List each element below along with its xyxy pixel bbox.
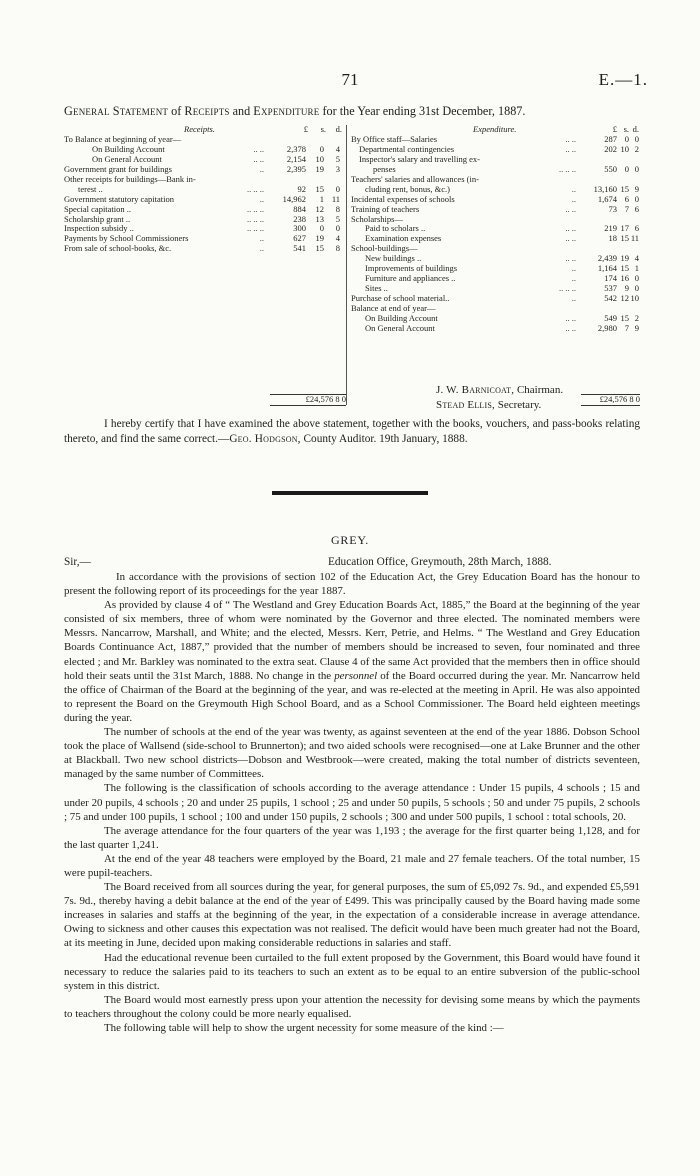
receipts-row-pence: 11 bbox=[331, 193, 340, 204]
expenditure-row-leader-dots: .. bbox=[571, 263, 576, 274]
expenditure-row-leader-dots: .. .. .. bbox=[559, 283, 576, 294]
signature-secretary: Stead Ellis, Secretary. bbox=[436, 399, 542, 411]
expenditure-row-pounds: 550 bbox=[604, 163, 617, 174]
receipts-row-pounds: 2,154 bbox=[286, 153, 306, 164]
expenditure-row-pounds: 537 bbox=[604, 283, 617, 294]
expenditure-row-pence: 4 bbox=[634, 253, 639, 264]
receipts-row-shillings: 0 bbox=[319, 143, 324, 154]
expenditure-row-shillings: 16 bbox=[620, 273, 629, 284]
paragraph: The Board received from all sources during the year, for general purposes, the sum of £5,092 7s. 9d., and expended £5,591 7s. 9d., thereby having a debit balance at the end of the year of £499. This was principally caused by the Board having made some increases in salaries and staffs at the beginning of the year, in the expectation of a considerable increase in average attendance. Owing to sickness and other causes this expectation was not realised. The deficit would have been much greater had not the Board, at its meeting in June, decided upon making considerable reductions in salaries and staff. bbox=[64, 881, 640, 950]
expenditure-row-shillings: 15 bbox=[620, 312, 629, 323]
receipts-row-pounds: 238 bbox=[293, 213, 306, 224]
receipts-row-leader-dots: .. .. .. bbox=[247, 213, 264, 224]
expenditure-row-pounds: 174 bbox=[604, 273, 617, 284]
expenditure-heading-row: Expenditure. £ s. d. bbox=[473, 124, 639, 134]
receipts-row-shillings: 12 bbox=[315, 203, 324, 214]
receipts-row-pounds: 92 bbox=[297, 183, 306, 194]
receipts-row-shillings: 19 bbox=[315, 163, 324, 174]
expenditure-row-leader-dots: .. .. bbox=[565, 233, 576, 244]
expenditure-row-label: Scholarships— bbox=[351, 213, 403, 224]
expenditure-row-label: Teachers' salaries and allowances (in- bbox=[351, 173, 479, 184]
receipts-row-pence: 3 bbox=[335, 163, 340, 174]
receipts-row-pounds: 300 bbox=[293, 223, 306, 234]
receipts-row-pounds: 2,378 bbox=[286, 143, 306, 154]
expenditure-row-pence: 0 bbox=[634, 273, 639, 284]
expenditure-row-shillings: 12 bbox=[620, 293, 629, 303]
receipts-row-leader-dots: .. .. bbox=[253, 153, 264, 164]
expenditure-row-leader-dots: .. .. bbox=[565, 203, 576, 214]
expenditure-row-shillings: 19 bbox=[620, 253, 629, 264]
receipts-row-shillings: 10 bbox=[315, 153, 324, 164]
receipts-row-pence: 8 bbox=[335, 203, 340, 214]
receipts-row-leader-dots: .. bbox=[259, 193, 264, 204]
office-date-line: Education Office, Greymouth, 28th March, 1888. bbox=[328, 556, 552, 568]
expenditure-row-pounds: 2,439 bbox=[597, 253, 617, 264]
receipts-row-pounds: 884 bbox=[293, 203, 306, 214]
receipts-row-label: Special capitation .. bbox=[64, 203, 132, 214]
expenditure-row bbox=[351, 324, 640, 334]
expenditure-row-shillings: 15 bbox=[620, 263, 629, 274]
expenditure-row-shillings: 0 bbox=[624, 134, 629, 144]
expenditure-row-pounds: 219 bbox=[604, 223, 617, 234]
expenditure-row-shillings: 7 bbox=[624, 322, 629, 333]
expenditure-row-label: Departmental contingencies bbox=[359, 143, 455, 154]
receipts-row-label: Inspection subsidy .. bbox=[64, 223, 134, 234]
paragraph: At the end of the year 48 teachers were employed by the Board, 21 male and 27 female teachers. Of the total number, 15 were pupil-teachers. bbox=[64, 852, 640, 879]
expenditure-row-label: penses bbox=[373, 163, 396, 174]
expenditure-total: £24,576 8 0 bbox=[581, 394, 640, 406]
page-number: 71 bbox=[341, 70, 359, 89]
expenditure-row-leader-dots: .. .. bbox=[565, 223, 576, 234]
expenditure-row-pence: 2 bbox=[634, 143, 639, 154]
expenditure-row-pence: 0 bbox=[634, 134, 639, 144]
expenditure-row-pounds: 1,674 bbox=[597, 193, 617, 204]
expenditure-row-label: Training of teachers bbox=[351, 203, 420, 214]
expenditure-row-label: Incidental expenses of schools bbox=[351, 193, 455, 204]
receipts-row-leader-dots: .. .. .. bbox=[247, 203, 264, 214]
expenditure-heading: Expenditure. bbox=[473, 124, 517, 134]
paragraph: The Board would most earnestly press upon your attention the necessity for devising some means by which the payments to teachers throughout the colony could be more nearly equalised. bbox=[64, 993, 640, 1020]
expenditure-row-pence: 2 bbox=[634, 312, 639, 323]
expenditure-row-shillings: 15 bbox=[620, 183, 629, 194]
expenditure-row-pence: 9 bbox=[634, 183, 639, 194]
expenditure-row-leader-dots: .. .. bbox=[565, 312, 576, 323]
receipts-row-pence: 8 bbox=[335, 243, 340, 254]
receipts-total: £24,576 8 0 bbox=[270, 394, 346, 406]
receipts-row-label: To Balance at beginning of year— bbox=[64, 134, 182, 144]
expenditure-row-pence: 10 bbox=[630, 293, 639, 303]
receipts-row-label: Government grant for buildings bbox=[64, 163, 172, 174]
expenditure-row-label: Balance at end of year— bbox=[351, 302, 436, 313]
paragraph: The average attendance for the four quarters of the year was 1,193 ; the average for the first quarter being 1,128, and for the last quarter 1,241. bbox=[64, 824, 640, 851]
receipts-row-pounds: 541 bbox=[293, 243, 306, 254]
expenditure-row-pounds: 287 bbox=[604, 134, 617, 144]
column-divider bbox=[346, 125, 347, 405]
expenditure-row-shillings: 6 bbox=[624, 193, 629, 204]
paragraph: The following table will help to show the urgent necessity for some measure of the kind :— bbox=[104, 1022, 504, 1034]
receipts-row-pence: 5 bbox=[335, 153, 340, 164]
expenditure-row-label: On Building Account bbox=[365, 312, 438, 323]
paragraph: The number of schools at the end of the year was twenty, as against seventeen at the end of the year 1886. Dobson School took the place of Wallsend (side-school to Brunnerton); and two aided schools were recognised—one at Lake Brunner and the other at Blackball. Two new school districts—Dobson and Westbrook—were created, making the total number of districts seventeen, managed by the same number of Committees. bbox=[64, 726, 640, 781]
expenditure-row-pence: 0 bbox=[634, 193, 639, 204]
expenditure-row-pounds: 202 bbox=[604, 143, 617, 154]
expenditure-row-label: By Office staff—Salaries bbox=[351, 134, 438, 144]
expenditure-row-shillings: 15 bbox=[620, 233, 629, 244]
receipts-row-label: Other receipts for buildings—Bank in- bbox=[64, 173, 196, 184]
paragraph: As provided by clause 4 of “ The Westland and Grey Education Boards Act, 1885,” the Board at the beginning of the year consisted of six members, three of whom were nominated by the Governor and three elected. The nominated members were Messrs. Nancarrow, Marshall, and White; and the elected, Messrs. Kerr, Petrie, and Helms. “ The Westland and Grey Education Boards Continuance Act, 1887,” provided that the number of members should be increased to seven, four nominated and three elected ; and Mr. Barkley was nominated to the extra seat. Clause 4 of the same Act provided that the members then in office should hold their seats until the 31st March, 1888. No change in the personnel of the Board occurred during the year. Mr. Nancarrow held the office of Chairman of the Board at the beginning of the year, and was re-elected at the meeting in April. He was also appointed to represent the Board on the Greymouth High School Board, and as a School Commissioner. The Board held eighteen meetings during the year. bbox=[64, 599, 640, 724]
signature-chairman: J. W. Barnicoat, Chairman. bbox=[436, 384, 564, 396]
statement-title: General Statement of Receipts and Expenditure for the Year ending 31st December, 1887. bbox=[64, 104, 526, 118]
expenditure-row-leader-dots: .. .. bbox=[565, 253, 576, 264]
receipts-row-shillings: 15 bbox=[315, 183, 324, 194]
receipts-row-pounds: 14,962 bbox=[282, 193, 306, 204]
expenditure-row-pounds: 542 bbox=[604, 293, 617, 303]
expenditure-row bbox=[351, 274, 640, 284]
receipts-row-pounds: 2,395 bbox=[286, 163, 306, 174]
receipts-row-shillings: 0 bbox=[319, 223, 324, 234]
expenditure-row-shillings: 0 bbox=[624, 163, 629, 174]
section-title: GREY. bbox=[330, 533, 370, 547]
receipts-row-pounds: 627 bbox=[293, 233, 306, 244]
receipts-row-shillings: 15 bbox=[315, 243, 324, 254]
receipts-row-leader-dots: .. bbox=[259, 243, 264, 254]
receipts-row-label: On General Account bbox=[92, 153, 162, 164]
parliamentary-paper-code: E.—1. bbox=[598, 70, 648, 89]
expenditure-row-label: New buildings .. bbox=[365, 253, 422, 264]
expenditure-row-pence: 6 bbox=[634, 223, 639, 234]
expenditure-row-pounds: 73 bbox=[608, 203, 617, 214]
expenditure-row-leader-dots: .. bbox=[571, 293, 576, 303]
receipts-row-leader-dots: .. bbox=[259, 163, 264, 174]
expenditure-row-shillings: 17 bbox=[620, 223, 629, 234]
expenditure-row-leader-dots: .. bbox=[571, 273, 576, 284]
receipts-row-leader-dots: .. .. .. bbox=[247, 183, 264, 194]
expenditure-row-leader-dots: .. .. bbox=[565, 322, 576, 333]
expenditure-row-pence: 9 bbox=[634, 322, 639, 333]
receipts-row-leader-dots: .. .. .. bbox=[247, 223, 264, 234]
receipts-row-label: Scholarship grant .. bbox=[64, 213, 131, 224]
expenditure-row-pence: 0 bbox=[634, 283, 639, 294]
expenditure-row-pounds: 2,980 bbox=[597, 322, 617, 333]
paragraph: The following is the classification of schools according to the average attendance : Under 15 pupils, 4 schools ; 15 and under 20 pupils, 4 schools ; 20 and under 25 pupils, 1 school ; 25 and under 50 pupils, 5 schools ; 50 and under 75 pupils, 2 schools ; 75 and under 100 pupils, 1 school ; 100 and under 150 pupils, 2 schools ; 300 and under 500 pupils, 1 school : total schools, 20. bbox=[64, 782, 640, 823]
receipts-row-leader-dots: .. .. bbox=[253, 143, 264, 154]
expenditure-row-label: cluding rent, bonus, &c.) bbox=[365, 183, 450, 194]
receipts-row-shillings: 13 bbox=[315, 213, 324, 224]
expenditure-row-label: Inspector's salary and travelling ex- bbox=[359, 153, 480, 164]
expenditure-row-pounds: 18 bbox=[608, 233, 617, 244]
receipts-row-pence: 4 bbox=[335, 143, 340, 154]
expenditure-row-pence: 6 bbox=[634, 203, 639, 214]
expenditure-row-label: School-buildings— bbox=[351, 243, 418, 254]
expenditure-row-label: On General Account bbox=[365, 322, 435, 333]
expenditure-row bbox=[351, 205, 640, 215]
receipts-row-pence: 0 bbox=[335, 183, 340, 194]
receipts-row-label: On Building Account bbox=[92, 143, 165, 154]
expenditure-row-shillings: 7 bbox=[624, 203, 629, 214]
receipts-row-shillings: 1 bbox=[319, 193, 324, 204]
expenditure-row-shillings: 9 bbox=[624, 283, 629, 294]
auditor-certificate: I hereby certify that I have examined the above statement, together with the books, vouchers, and pass-books relating thereto, and find the same correct.—Geo. Hodgson, County Auditor. 19th January, 1888. bbox=[64, 418, 640, 445]
report-body bbox=[64, 570, 640, 1035]
receipts-row-shillings: 19 bbox=[315, 233, 324, 244]
receipts-row bbox=[64, 205, 346, 215]
salutation: Sir,— bbox=[64, 556, 91, 568]
receipts-rows bbox=[64, 135, 346, 254]
receipts-heading-row: Receipts. £ s. d. bbox=[184, 124, 342, 134]
receipts-row-label: Payments by School Commissioners bbox=[64, 233, 189, 244]
receipts-row-label: From sale of school-books, &c. bbox=[64, 243, 172, 254]
expenditure-row-shillings: 10 bbox=[620, 143, 629, 154]
receipts-row-label: terest .. bbox=[78, 183, 103, 194]
expenditure-row-pence: 1 bbox=[634, 263, 639, 274]
receipts-row-label: Government statutory capitation bbox=[64, 193, 174, 204]
expenditure-row-label: Furniture and appliances .. bbox=[365, 273, 456, 284]
expenditure-row-label: Paid to scholars .. bbox=[365, 223, 426, 234]
section-divider-rule bbox=[272, 491, 428, 495]
receipts-heading: Receipts. bbox=[184, 124, 215, 134]
paragraph: Had the educational revenue been curtailed to the full extent proposed by the Government, this Board would have found it necessary to reduce the salaries paid to its teachers to such an extent as to be equal to an entire subversion of the public-school system in this district. bbox=[64, 951, 640, 992]
expenditure-row-pounds: 13,160 bbox=[593, 183, 617, 194]
receipts-row bbox=[64, 244, 346, 254]
paragraph: In accordance with the provisions of section 102 of the Education Act, the Grey Education Board has the honour to present the following report of its proceedings for the year 1887. bbox=[64, 571, 640, 598]
expenditure-row-leader-dots: .. bbox=[571, 193, 576, 204]
expenditure-rows bbox=[351, 135, 640, 334]
expenditure-row-label: Improvements of buildings bbox=[365, 263, 458, 274]
receipts-row-leader-dots: .. bbox=[259, 233, 264, 244]
receipts-row-pence: 0 bbox=[335, 223, 340, 234]
expenditure-row-leader-dots: .. .. bbox=[565, 134, 576, 144]
expenditure-row-pounds: 1,164 bbox=[597, 263, 617, 274]
expenditure-row-label: Purchase of school material.. bbox=[351, 293, 450, 303]
expenditure-row-pounds: 549 bbox=[604, 312, 617, 323]
expenditure-row-pence: 0 bbox=[634, 163, 639, 174]
receipts-row-pence: 5 bbox=[335, 213, 340, 224]
expenditure-row-leader-dots: .. .. bbox=[565, 143, 576, 154]
receipts-row-pence: 4 bbox=[335, 233, 340, 244]
expenditure-row-leader-dots: .. bbox=[571, 183, 576, 194]
receipts-column bbox=[64, 124, 346, 404]
expenditure-row-pence: 11 bbox=[630, 233, 639, 244]
expenditure-row-leader-dots: .. .. .. bbox=[559, 163, 576, 174]
expenditure-row-label: Sites .. bbox=[365, 283, 388, 294]
expenditure-row-label: Examination expenses bbox=[365, 233, 442, 244]
